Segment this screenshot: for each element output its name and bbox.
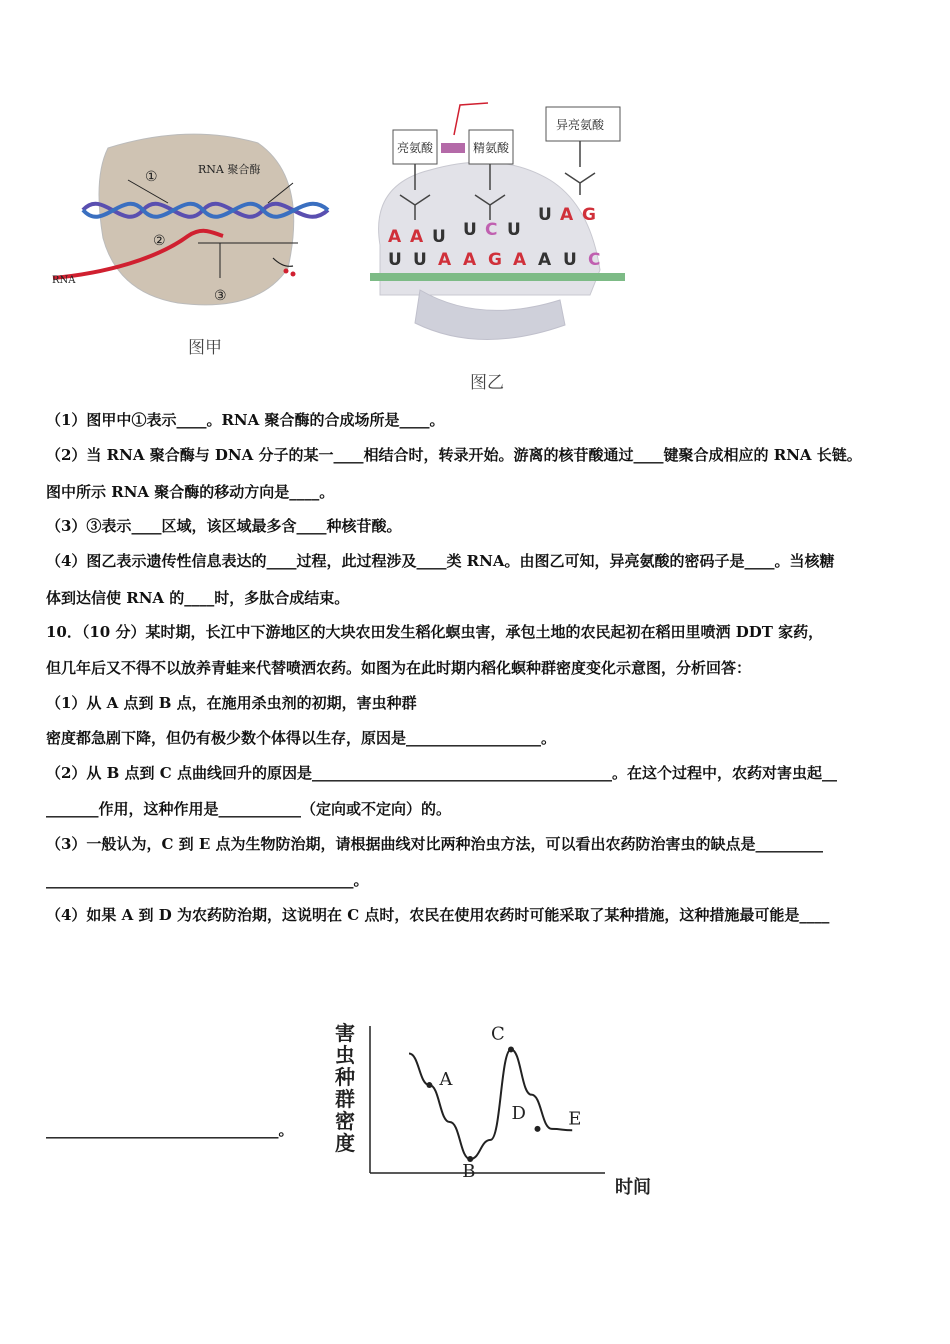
point-label-e: E — [568, 1108, 582, 1130]
q10-line-3: （1）从 A 点到 B 点，在施用杀虫剂的初期，害虫种群 — [46, 694, 417, 712]
nucleotide-dot — [291, 272, 296, 277]
q10-line-9: （4）如果 A 到 D 为农药防治期，这说明在 C 点时，农民在使用农药时可能采取了某种措施，这种措施最可能是____ — [46, 906, 830, 924]
point-label-a: A — [439, 1069, 453, 1091]
q10-line-5: （2）从 B 点到 C 点曲线回升的原因是________________________________________。在这个过程中，农药对害虫起__ — [46, 764, 837, 782]
q10-line-7: （3）一般认为，C 到 E 点为生物防治期，请根据曲线对比两种治虫方法，可以看出农药防治害虫的缺点是_________ — [46, 835, 823, 853]
q10-line-2: 但几年后又不得不以放养青蛙来代替喷洒农药。如图为在此时期内稻化螟种群密度变化示意图，分析回答： — [46, 659, 752, 677]
ribosome-small — [415, 290, 565, 340]
figure-b — [360, 95, 640, 395]
anticodon-base: U — [432, 227, 446, 247]
transcription-diagram — [48, 118, 348, 368]
label-circle3: ③ — [214, 288, 227, 304]
q10-line-8: _________________________________________。 — [46, 871, 369, 889]
mrna-base: A — [438, 250, 452, 270]
anticodon-base: C — [485, 220, 498, 240]
point-d — [535, 1126, 541, 1132]
q10-line-10: _______________________________。 — [46, 1121, 294, 1139]
y-axis-label-char: 虫 — [335, 1043, 355, 1067]
point-label-c: C — [491, 1023, 505, 1045]
q9-line-2: （2）当 RNA 聚合酶与 DNA 分子的某一____相结合时，转录开始。游离的核苷酸通过____键聚合成相应的 RNA 长链。 — [46, 446, 862, 464]
amino-acid-2: 精氨酸 — [473, 141, 510, 155]
label-circle2: ② — [153, 233, 166, 249]
nucleotide-dot — [284, 269, 289, 274]
y-axis-label-char: 害 — [335, 1021, 355, 1045]
amino-acid-3: 异亮氨酸 — [556, 118, 605, 132]
anticodon-base: U — [507, 220, 521, 240]
q9-line-5: （4）图乙表示遗传性信息表达的____过程，此过程涉及____类 RNA。由图乙可知，异亮氨酸的密码子是____。当核糖 — [46, 552, 835, 570]
y-axis-label-char: 度 — [335, 1131, 355, 1155]
figure-a-caption: 图甲 — [188, 338, 222, 358]
mrna-base: U — [563, 250, 577, 270]
mrna-strand — [370, 273, 625, 281]
y-axis-label-char: 群 — [335, 1087, 355, 1111]
pest-density-chart — [325, 1018, 675, 1208]
translation-diagram — [360, 95, 640, 395]
anticodon-base: A — [388, 227, 402, 247]
q10-line-1: 10．（10 分）某时期，长江中下游地区的大块农田发生稻化螟虫害，承包土地的农民起初在稻田里喷洒 DDT 家药， — [46, 623, 824, 641]
y-axis-label-char: 密 — [335, 1109, 355, 1133]
anticodon-base: A — [560, 205, 574, 225]
anticodon-base: U — [463, 220, 477, 240]
mrna-base: U — [413, 250, 427, 270]
mrna-base: U — [388, 250, 402, 270]
point-label-b: B — [462, 1161, 476, 1183]
point-c — [508, 1046, 514, 1052]
anticodon-base: G — [582, 205, 596, 225]
anticodon-base: U — [538, 205, 552, 225]
peptide-bond — [441, 143, 465, 153]
figure-b-caption: 图乙 — [470, 373, 504, 393]
q10-line-6: _______作用，这种作用是___________（定向或不定向）的。 — [46, 800, 452, 818]
label-enzyme: RNA 聚合酶 — [198, 163, 261, 176]
figure-a — [48, 118, 348, 368]
y-axis-label-char: 种 — [335, 1065, 355, 1089]
point-a — [426, 1082, 432, 1088]
density-curve — [409, 1049, 572, 1159]
mrna-base: A — [513, 250, 527, 270]
mrna-base: A — [463, 250, 477, 270]
q9-line-1: （1）图甲中①表示____。RNA 聚合酶的合成场所是____。 — [46, 411, 445, 429]
q9-line-4: （3）③表示____区域，该区域最多含____种核苷酸。 — [46, 517, 402, 535]
mrna-base: C — [588, 250, 601, 270]
y-axis-label — [334, 1021, 355, 1155]
amino-acid-1: 亮氨酸 — [397, 141, 434, 155]
chart-svg — [325, 1018, 675, 1208]
q10-line-4: 密度都急剧下降，但仍有极少数个体得以生存，原因是__________________。 — [46, 729, 557, 747]
q9-line-6: 体到达信使 RNA 的____时，多肽合成结束。 — [46, 589, 350, 607]
mrna-base: A — [538, 250, 552, 270]
q9-line-3: 图中所示 RNA 聚合酶的移动方向是____。 — [46, 483, 335, 501]
rna-polymerase-body — [99, 134, 294, 305]
label-rna: RNA — [52, 275, 76, 286]
anticodon-base: A — [410, 227, 424, 247]
point-label-d: D — [511, 1102, 526, 1124]
label-circle1: ① — [145, 169, 158, 185]
trna-3 — [565, 141, 595, 195]
mrna-base: G — [488, 250, 502, 270]
x-axis-label: 时间 — [615, 1177, 651, 1198]
